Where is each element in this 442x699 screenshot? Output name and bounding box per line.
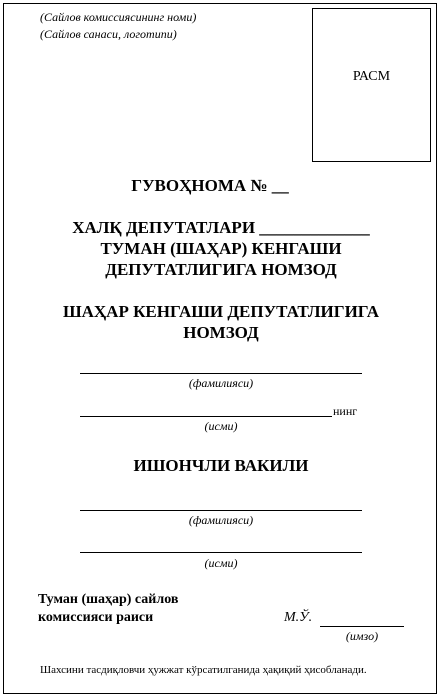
seal-mark: М.Ў. — [284, 610, 313, 625]
chair-line-1: Туман (шаҳар) сайлов — [38, 592, 179, 607]
district-line-3: ДЕПУТАТЛИГИГА НОМЗОД — [105, 260, 337, 279]
district-line-2: ТУМАН (ШАҲАР) КЕНГАШИ — [100, 239, 342, 258]
city-line-1: ШАҲАР КЕНГАШИ ДЕПУТАТЛИГИГА — [62, 302, 380, 321]
district-line-1: ХАЛҚ ДЕПУТАТЛАРИ _____________ — [72, 218, 370, 237]
proxy-name-caption: (исми) — [204, 556, 238, 570]
proxy-name-line — [80, 552, 362, 553]
candidate-name-suffix: нинг — [333, 404, 358, 418]
signature-caption: (имзо) — [345, 629, 379, 643]
proxy-title: ИШОНЧЛИ ВАКИЛИ — [133, 456, 309, 475]
candidate-name-caption: (исми) — [204, 419, 238, 433]
photo-label: РАСМ — [352, 69, 391, 84]
proxy-surname-line — [80, 510, 362, 511]
commission-name: (Сайлов комиссиясининг номи) — [40, 10, 197, 24]
footer-note: Шахсини тасдиқловчи ҳужжат кўрсатилганида ҳақиқий ҳисобланади. — [40, 664, 367, 676]
candidate-surname-caption: (фамилияси) — [188, 376, 254, 390]
certificate-title: ГУВОҲНОМА № __ — [131, 176, 289, 195]
candidate-name-line — [80, 416, 332, 417]
signature-line — [320, 626, 404, 627]
proxy-surname-caption: (фамилияси) — [188, 513, 254, 527]
election-date-logo: (Сайлов санаси, логотипи) — [40, 27, 177, 41]
candidate-surname-line — [80, 373, 362, 374]
photo-placeholder — [312, 8, 431, 162]
chair-line-2: комиссияси раиси — [38, 610, 154, 625]
city-line-2: НОМЗОД — [183, 323, 259, 342]
